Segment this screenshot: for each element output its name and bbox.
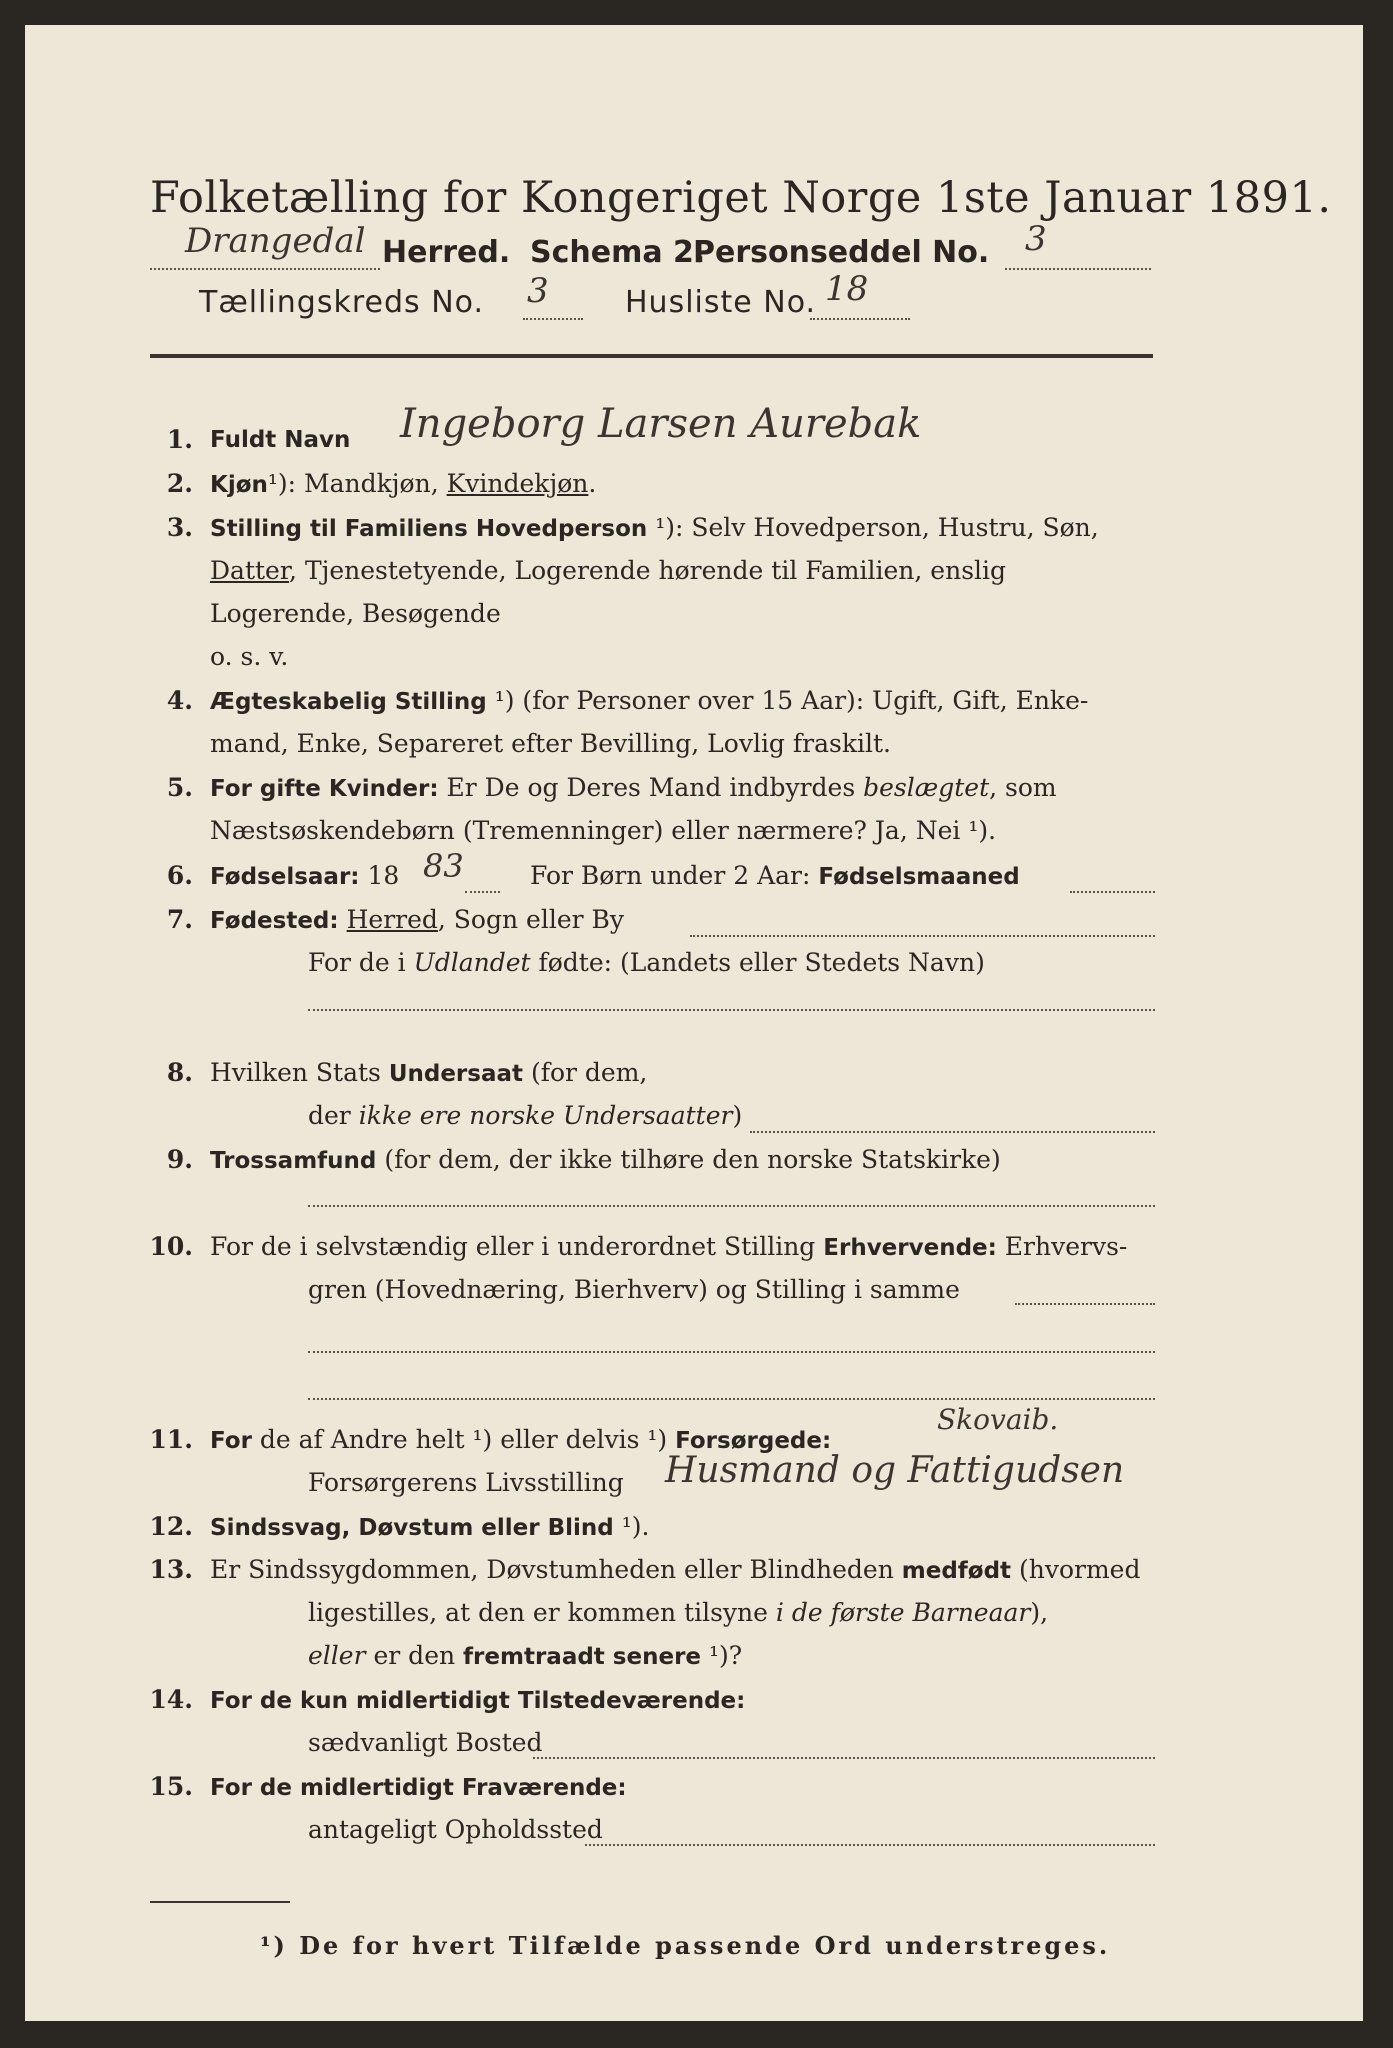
sex-line: Kjøn¹): Mandkjøn, Kvindekjøn. <box>210 469 597 498</box>
supported-line1: For de af Andre helt ¹) eller delvis ¹) Forsørgede: <box>210 1425 832 1454</box>
citizenship-line1: Hvilken Stats Undersaat (for dem, <box>210 1058 648 1087</box>
form-title: Folketælling for Kongeriget Norge 1ste Januar 1891. <box>150 173 1332 223</box>
husliste-number: 18 <box>825 269 869 309</box>
temporary-present-line: For de kun midlertidigt Tilstedeværende: <box>210 1688 746 1714</box>
full-name-label: Fuldt Navn <box>210 427 351 453</box>
family-position-line1: Stilling til Familiens Hovedperson ¹): Selv Hovedperson, Hustru, Søn, <box>210 513 1099 542</box>
birth-year-line: Fødselsaar: 18 <box>210 861 400 890</box>
occupation-line1: For de i selvstændig eller i underordnet Stilling Erhvervende: Erhvervs- <box>210 1232 1128 1261</box>
disability-line: Sindssvag, Døvstum eller Blind ¹). <box>210 1512 650 1541</box>
herred-label: Herred. <box>382 235 511 270</box>
taellingskreds-label: Tællingskreds No. <box>199 285 484 320</box>
full-name-handwritten: Ingeborg Larsen Aurebak <box>400 401 922 447</box>
schema-label: Schema 2. <box>530 235 706 270</box>
congenital-line1: Er Sindssygdommen, Døvstumheden eller Blindheden medfødt (hvormed <box>210 1555 1141 1584</box>
husliste-label: Husliste No. <box>625 285 817 320</box>
religion-line: Trossamfund (for dem, der ikke tilhøre den norske Statskirke) <box>210 1145 1001 1174</box>
family-position-line2: Datter, Tjenestetyende, Logerende hørende til Familien, enslig <box>210 556 1007 585</box>
temporary-absent-line: For de midlertidigt Fraværende: <box>210 1775 627 1801</box>
provider-occupation-handwritten: Husmand og Fattigudsen <box>665 1450 1125 1491</box>
marital-status-line1: Ægteskabelig Stilling ¹) (for Personer over 15 Aar): Ugift, Gift, Enke- <box>210 686 1089 715</box>
personseddel-number: 3 <box>1025 219 1047 259</box>
personseddel-label: Personseddel No. <box>693 235 990 270</box>
footnote: ¹) De for hvert Tilfælde passende Ord understreges. <box>260 1931 1111 1960</box>
married-women-line1: For gifte Kvinder: Er De og Deres Mand indbyrdes beslægtet, som <box>210 773 1057 802</box>
taellingskreds-number: 3 <box>527 271 549 311</box>
birthplace-line1: Fødested: Herred, Sogn eller By <box>210 905 625 934</box>
census-form-sheet: Folketælling for Kongeriget Norge 1ste Januar 1891. Drangedal Herred. Schema 2. Personseddel No. 3 Tællingskreds No. 3 Husliste No. 18 1. Fuldt Navn Ingeborg Larsen Aurebak 2. Kjøn¹): Mandkjøn, Kvindekjøn. 3. Stilling til Familiens Hovedperson ¹): Selv Hovedperson, Hustru, Søn, Datter, Tjenestetyende, Logerende hørende til Familien, enslig Logerende, Besøgende o. s. v. 4. Ægteskabelig Stilling ¹) (for Personer over 15 Aar): Ugift, Gift, Enke- mand, Enke, Separeret efter Bevilling, Lovlig fraskilt. 5. For gifte Kvinder: Er De og Deres Mand indbyrdes beslægtet, som Næstsøskendebørn (Tremenninger) eller nærmere? Ja, Nei ¹). 6. Fødselsaar: 18 83 For Børn under 2 Aar: Fødselsmaaned 7. Fødested: Herred, Sogn eller By For de i Udlandet fødte: (Landets eller Stedets Navn) 8. Hvilken Stats Undersaat (for dem, der ikke ere norske Undersaatter) 9. Trossamfund (for dem, der ikke tilhøre den norske Statskirke) 10. For de i selvstændig eller i underordnet Stilling Erhvervende: Erhvervs- gren (Hovednæring, Bierhverv) og Stilling i samme 11. For de af Andre helt ¹) eller delvis ¹) Forsørgede: Skovaib. Forsørgerens Livsstilling Husmand og Fattigudsen 12. Sindssvag, Døvstum eller Blind ¹). 13. Er Sindssygdommen, Døvstumheden eller Blindheden medfødt (hvormed ligestilles, at den er kommen tilsyne i de første Barneaar), eller er den fremtraadt senere ¹)? 14. For de kun midlertidigt Tilstedeværende: sædvanligt Bosted 15. For de midlertidigt Fraværende: antageligt Opholdssted ¹) De for hvert Tilfælde passende Ord understreges. <box>25 25 1363 2021</box>
herred-handwritten: Drangedal <box>185 221 366 261</box>
supported-handwritten: Skovaib. <box>937 1403 1059 1436</box>
birth-year-handwritten: 83 <box>423 847 464 885</box>
item-number: 1. <box>166 425 193 454</box>
header-rule <box>150 354 1153 358</box>
